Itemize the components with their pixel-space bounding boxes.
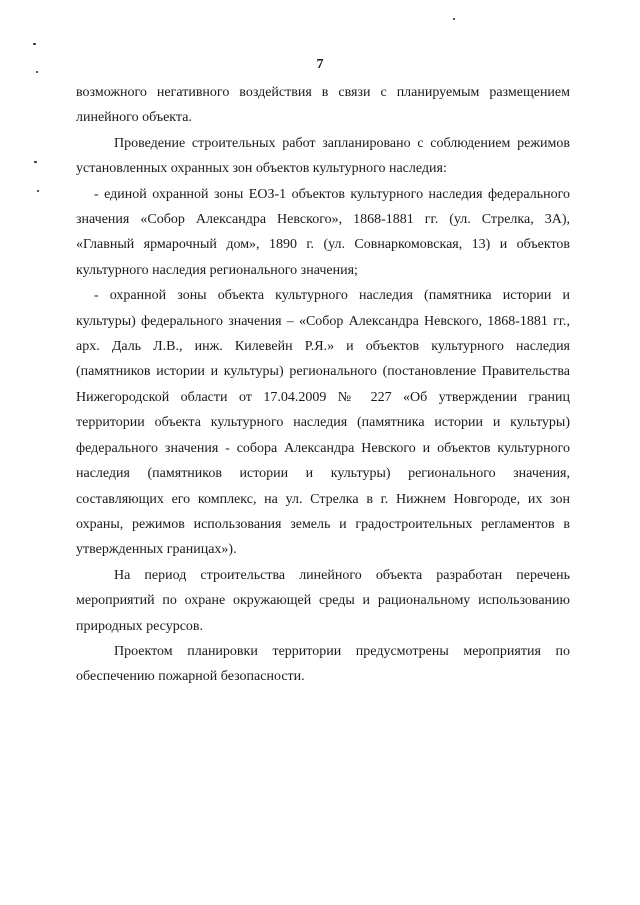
scan-speck: [33, 43, 36, 45]
paragraph-fire-safety: Проектом планировки территории предусмотрены мероприятия по обеспечению пожарной безопасности.: [76, 643, 570, 685]
list-item-eoz1: - единой охранной зоны ЕОЗ-1 объектов культурного наследия федерального значения «Собор Александра Невского», 1868-1881 гг. (ул. Стрелка, 3А), «Главный ярмарочный дом», 1890 г. (ул. Совнаркомовская, 13) и объектов культурного наследия регионального значения;: [76, 186, 570, 278]
list-item-protection-zone: - охранной зоны объекта культурного наследия (памятника истории и культуры) федерального значения – «Собор Александра Невского, 1868-1881 гг., арх. Даль Л.В., инж. Килевейн Р.Я.» и объектов культурного наследия (памятников истории и культуры) регионального (постановление Правительства Нижегородской области от 17.04.2009 № 227 «Об утверждении границ территории объекта культурного наследия (памятника истории и культуры) федерального значения - собора Александра Невского и объектов культурного наследия (памятников истории и культуры) регионального значения, составляющих его комплекс, на ул. Стрелка в г. Нижнем Новгороде, их зон охраны, режимов использования земель и градостроительных регламентов в утвержденных границах»).: [76, 288, 570, 558]
scan-speck: [36, 71, 38, 73]
paragraph-environment-measures: На период строительства линейного объекта разработан перечень мероприятий по охране окружающей среды и рациональному использованию природных ресурсов.: [76, 567, 570, 634]
scan-speck: [453, 18, 455, 20]
scan-speck: [34, 161, 37, 163]
paragraph-works-intro: Проведение строительных работ запланировано с соблюдением режимов установленных охранных зон объектов культурного наследия:: [76, 135, 570, 177]
document-body: [76, 80, 570, 690]
scan-speck: [37, 190, 39, 192]
page-number: 7: [316, 57, 324, 72]
paragraph-continuation: возможного негативного воздействия в связи с планируемым размещением линейного объекта.: [76, 85, 570, 126]
